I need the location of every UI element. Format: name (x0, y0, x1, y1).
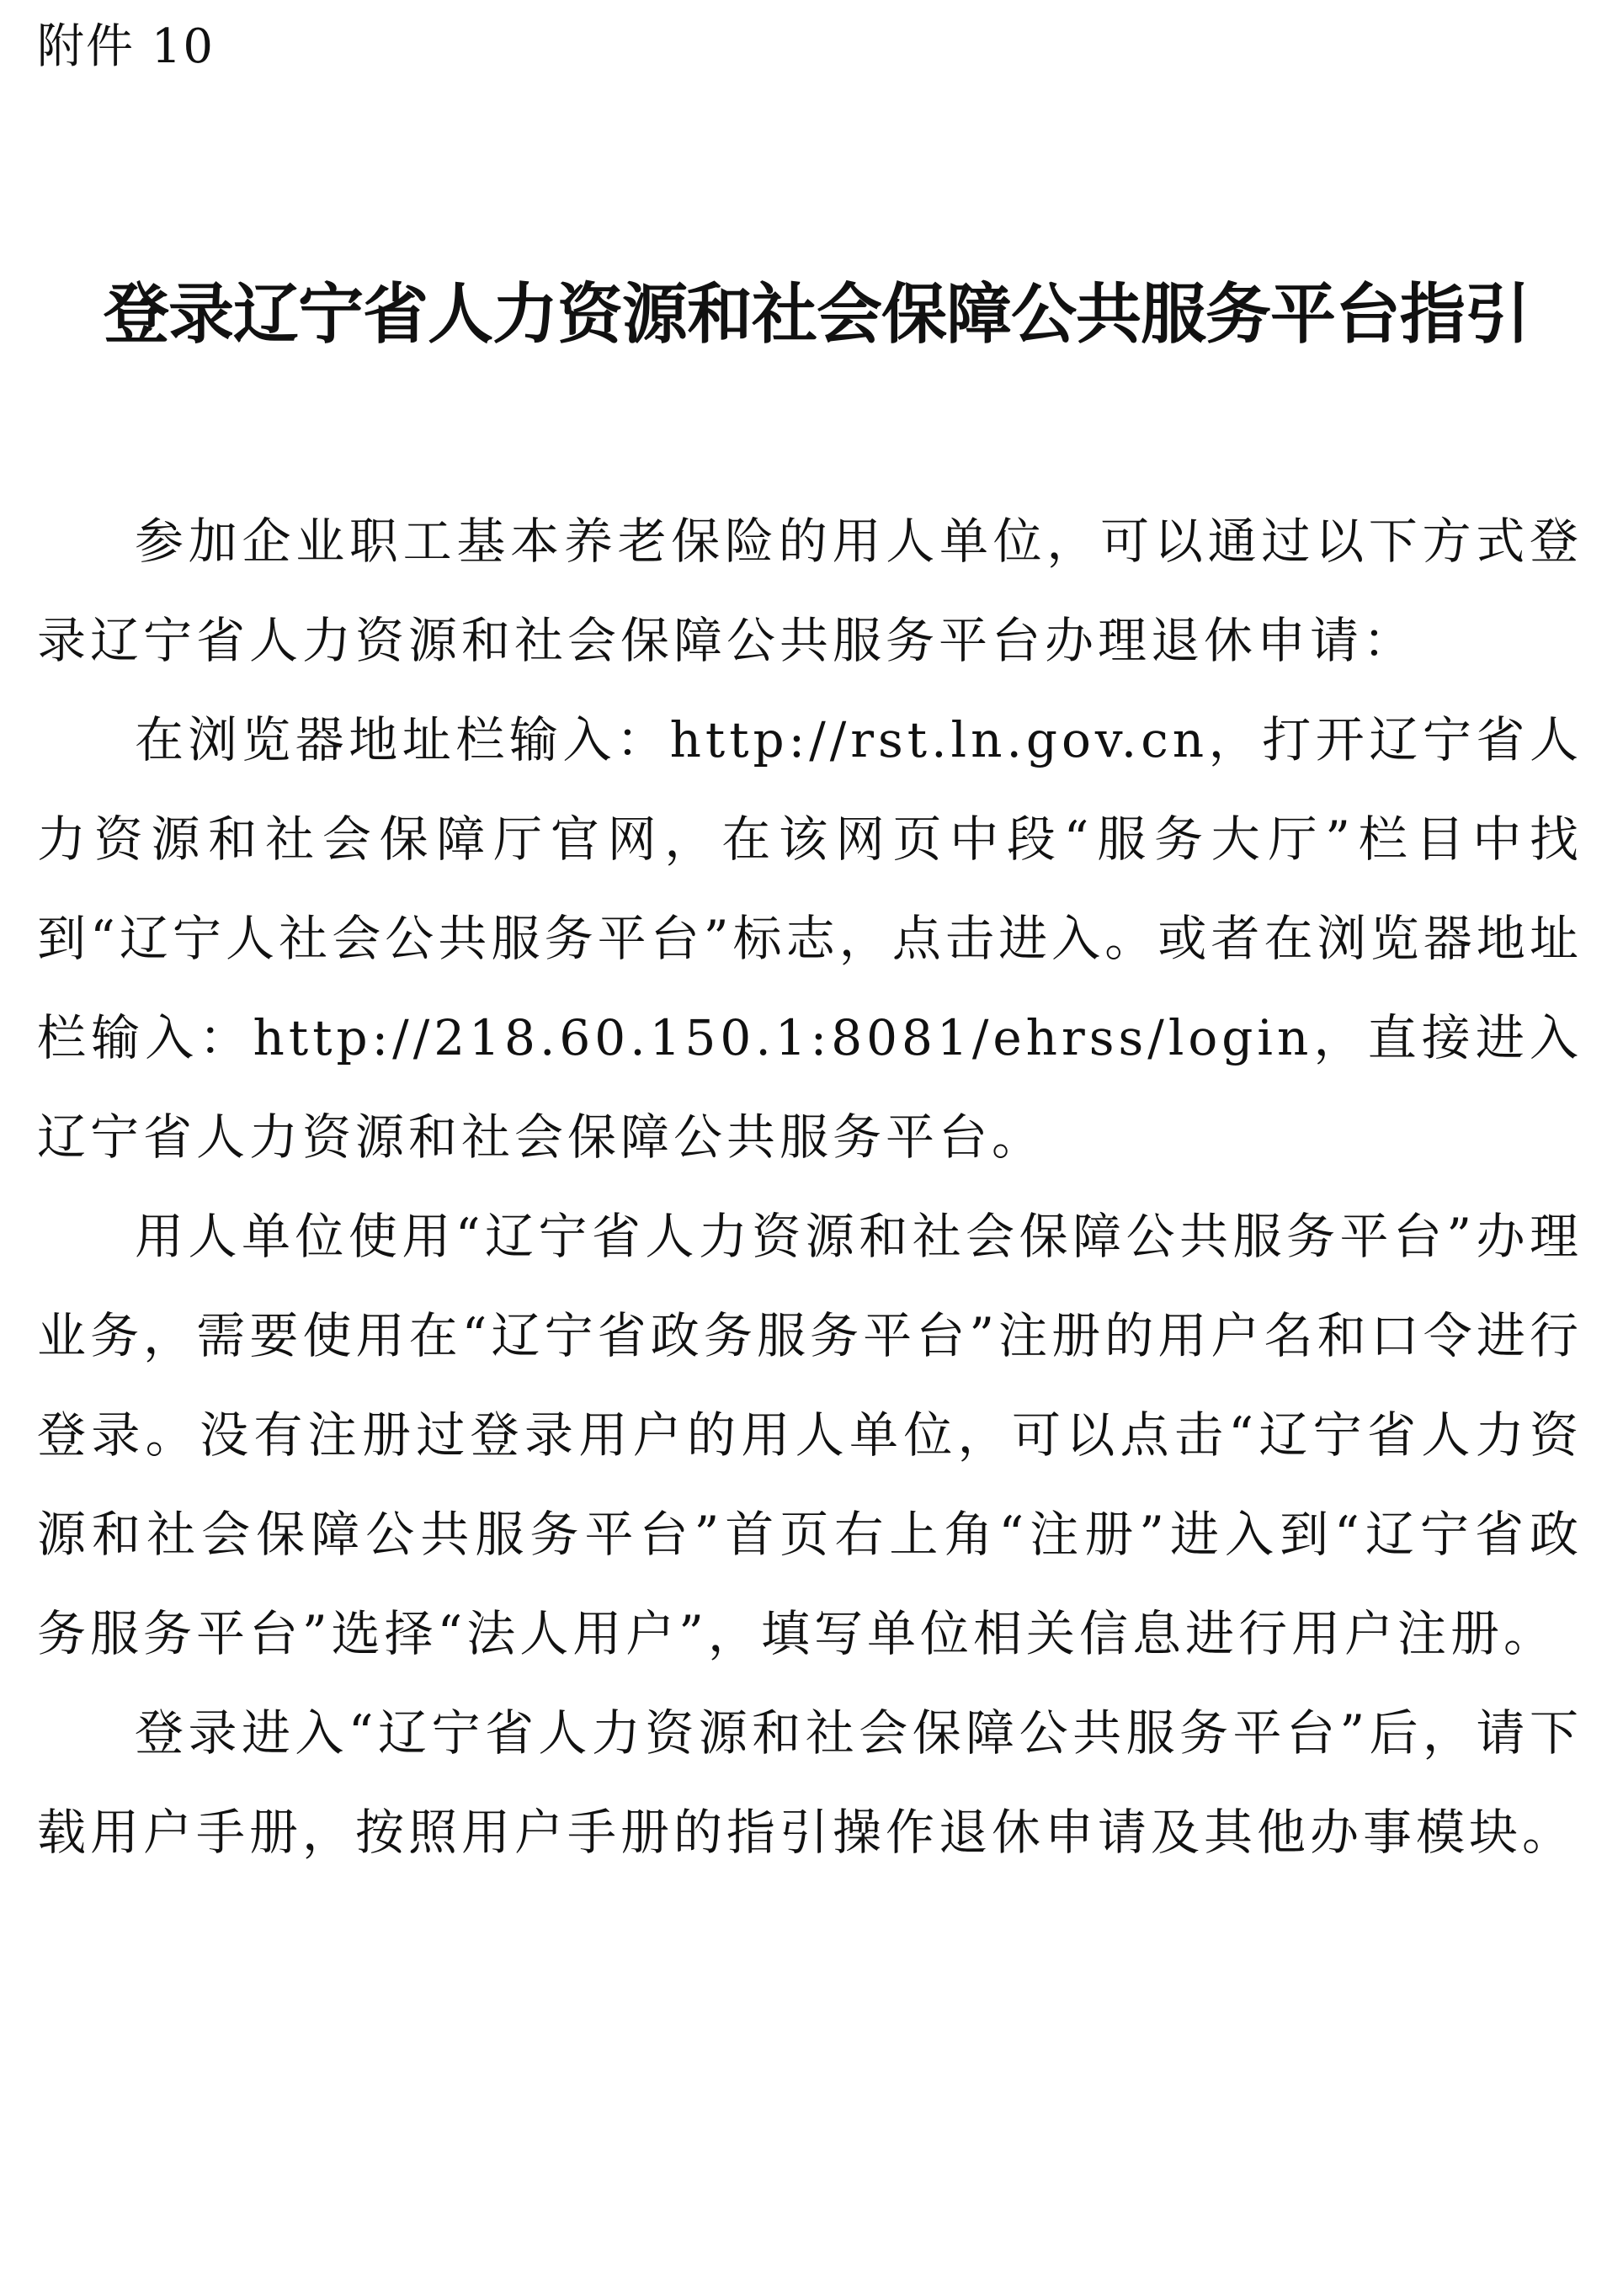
paragraph-intro: 参加企业职工基本养老保险的用人单位，可以通过以下方式登录辽宁省人力资源和社会保障公共服务平台办理退休申请： (37, 513, 1583, 669)
attachment-label: 附件 10 (37, 19, 216, 74)
document-body (37, 492, 1583, 1882)
paragraph-user-manual: 登录进入“辽宁省人力资源和社会保障公共服务平台”后，请下载用户手册，按照用户手册的指引操作退休申请及其他办事模块。 (37, 1704, 1583, 1861)
document-title: 登录辽宁省人力资源和社会保障公共服务平台指引 (103, 277, 1530, 353)
paragraph-registration: 用人单位使用“辽宁省人力资源和社会保障公共服务平台”办理业务，需要使用在“辽宁省政务服务平台”注册的用户名和口令进行登录。没有注册过登录用户的用人单位，可以点击“辽宁省人力资源和社会保障公共服务平台”首页右上角“注册”进入到“辽宁省政务服务平台”选择“法人用户”，填写单位相关信息进行用户注册。 (37, 1208, 1583, 1662)
paragraph-browser-access: 在浏览器地址栏输入：http://rst.ln.gov.cn，打开辽宁省人力资源和社会保障厅官网，在该网页中段“服务大厅”栏目中找到“辽宁人社会公共服务平台”标志，点击进入。或者在浏览器地址栏输入：http://218.60.150.1:8081/ehrss/login，直接进入辽宁省人力资源和社会保障公共服务平台。 (37, 711, 1583, 1166)
